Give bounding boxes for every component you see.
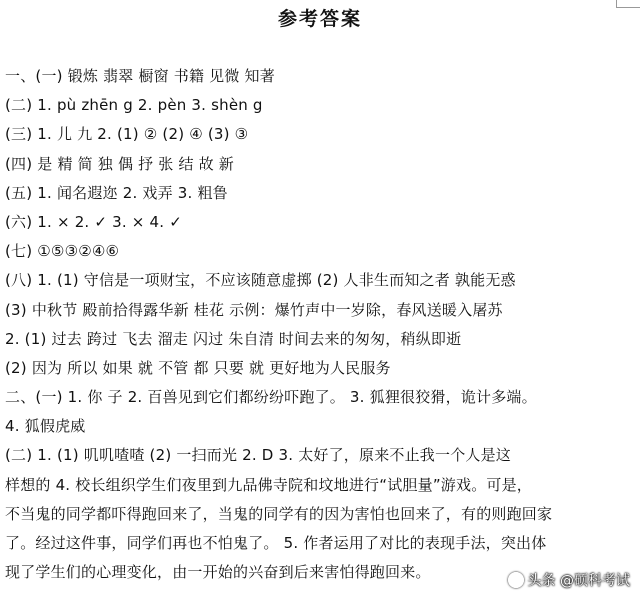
page-title: 参考答案 (277, 8, 362, 30)
answer-line: (二) 1. pù zhēn g 2. pèn 3. shèn g (5, 96, 263, 115)
answer-line: (二) 1. (1) 叽叽喳喳 (2) 一扫而光 2. D 3. 太好了，原来不止我一个人是这 (5, 446, 511, 465)
answer-line: (五) 1. 闻名遐迩 2. 戏弄 3. 粗鲁 (5, 183, 228, 202)
watermark (508, 570, 630, 590)
watermark-logo-icon (508, 572, 524, 588)
answer-line: (八) 1. (1) 守信是一项财宝，不应该随意虚掷 (2) 人非生而知之者 孰能无惑 (5, 271, 516, 290)
watermark-text: 头条 @硕科考试 (527, 573, 630, 589)
answer-line: (三) 1. 儿 九 2. (1) ② (2) ④ (3) ③ (5, 125, 249, 144)
answer-line: 了。经过这件事，同学们再也不怕鬼了。 5. 作者运用了对比的表现手法，突出体 (5, 534, 547, 552)
answer-line: 不当鬼的同学都吓得跑回来了，当鬼的同学有的因为害怕也回来了，有的则跑回家 (5, 504, 553, 523)
answer-line: (六) 1. × 2. ✓ 3. × 4. ✓ (5, 212, 182, 231)
answer-line: 样想的 4. 校长组织学生们夜里到九品佛寺院和坟地进行“试胆量”游戏。可是， (5, 475, 532, 494)
answer-line: 4. 狐假虎威 (5, 417, 86, 436)
answer-line: 2. (1) 过去 跨过 飞去 溜走 闪过 朱自清 时间去来的匆匆，稍纵即逝 (5, 329, 462, 348)
answer-line: 现了学生们的心理变化，由一开始的兴奋到后来害怕得跑回来。 (5, 563, 431, 582)
answer-line: (四) 是 精 简 独 偶 抒 张 结 故 新 (5, 154, 234, 173)
answer-line: (3) 中秋节 殿前拾得露华新 桂花 示例：爆竹声中一岁除，春风送暖入屠苏 (5, 300, 503, 319)
answer-line: (七) ①⑤③②④⑥ (5, 242, 120, 261)
answer-line: 二、(一) 1. 你 子 2. 百兽见到它们都纷纷吓跑了。 3. 狐狸很狡猾，诡计多端。 (5, 388, 537, 407)
answer-body (5, 62, 635, 587)
answer-line: 一、(一) 锻炼 翡翠 橱窗 书籍 见微 知著 (5, 67, 275, 85)
answer-line: (2) 因为 所以 如果 就 不管 都 只要 就 更好地为人民服务 (5, 358, 391, 377)
